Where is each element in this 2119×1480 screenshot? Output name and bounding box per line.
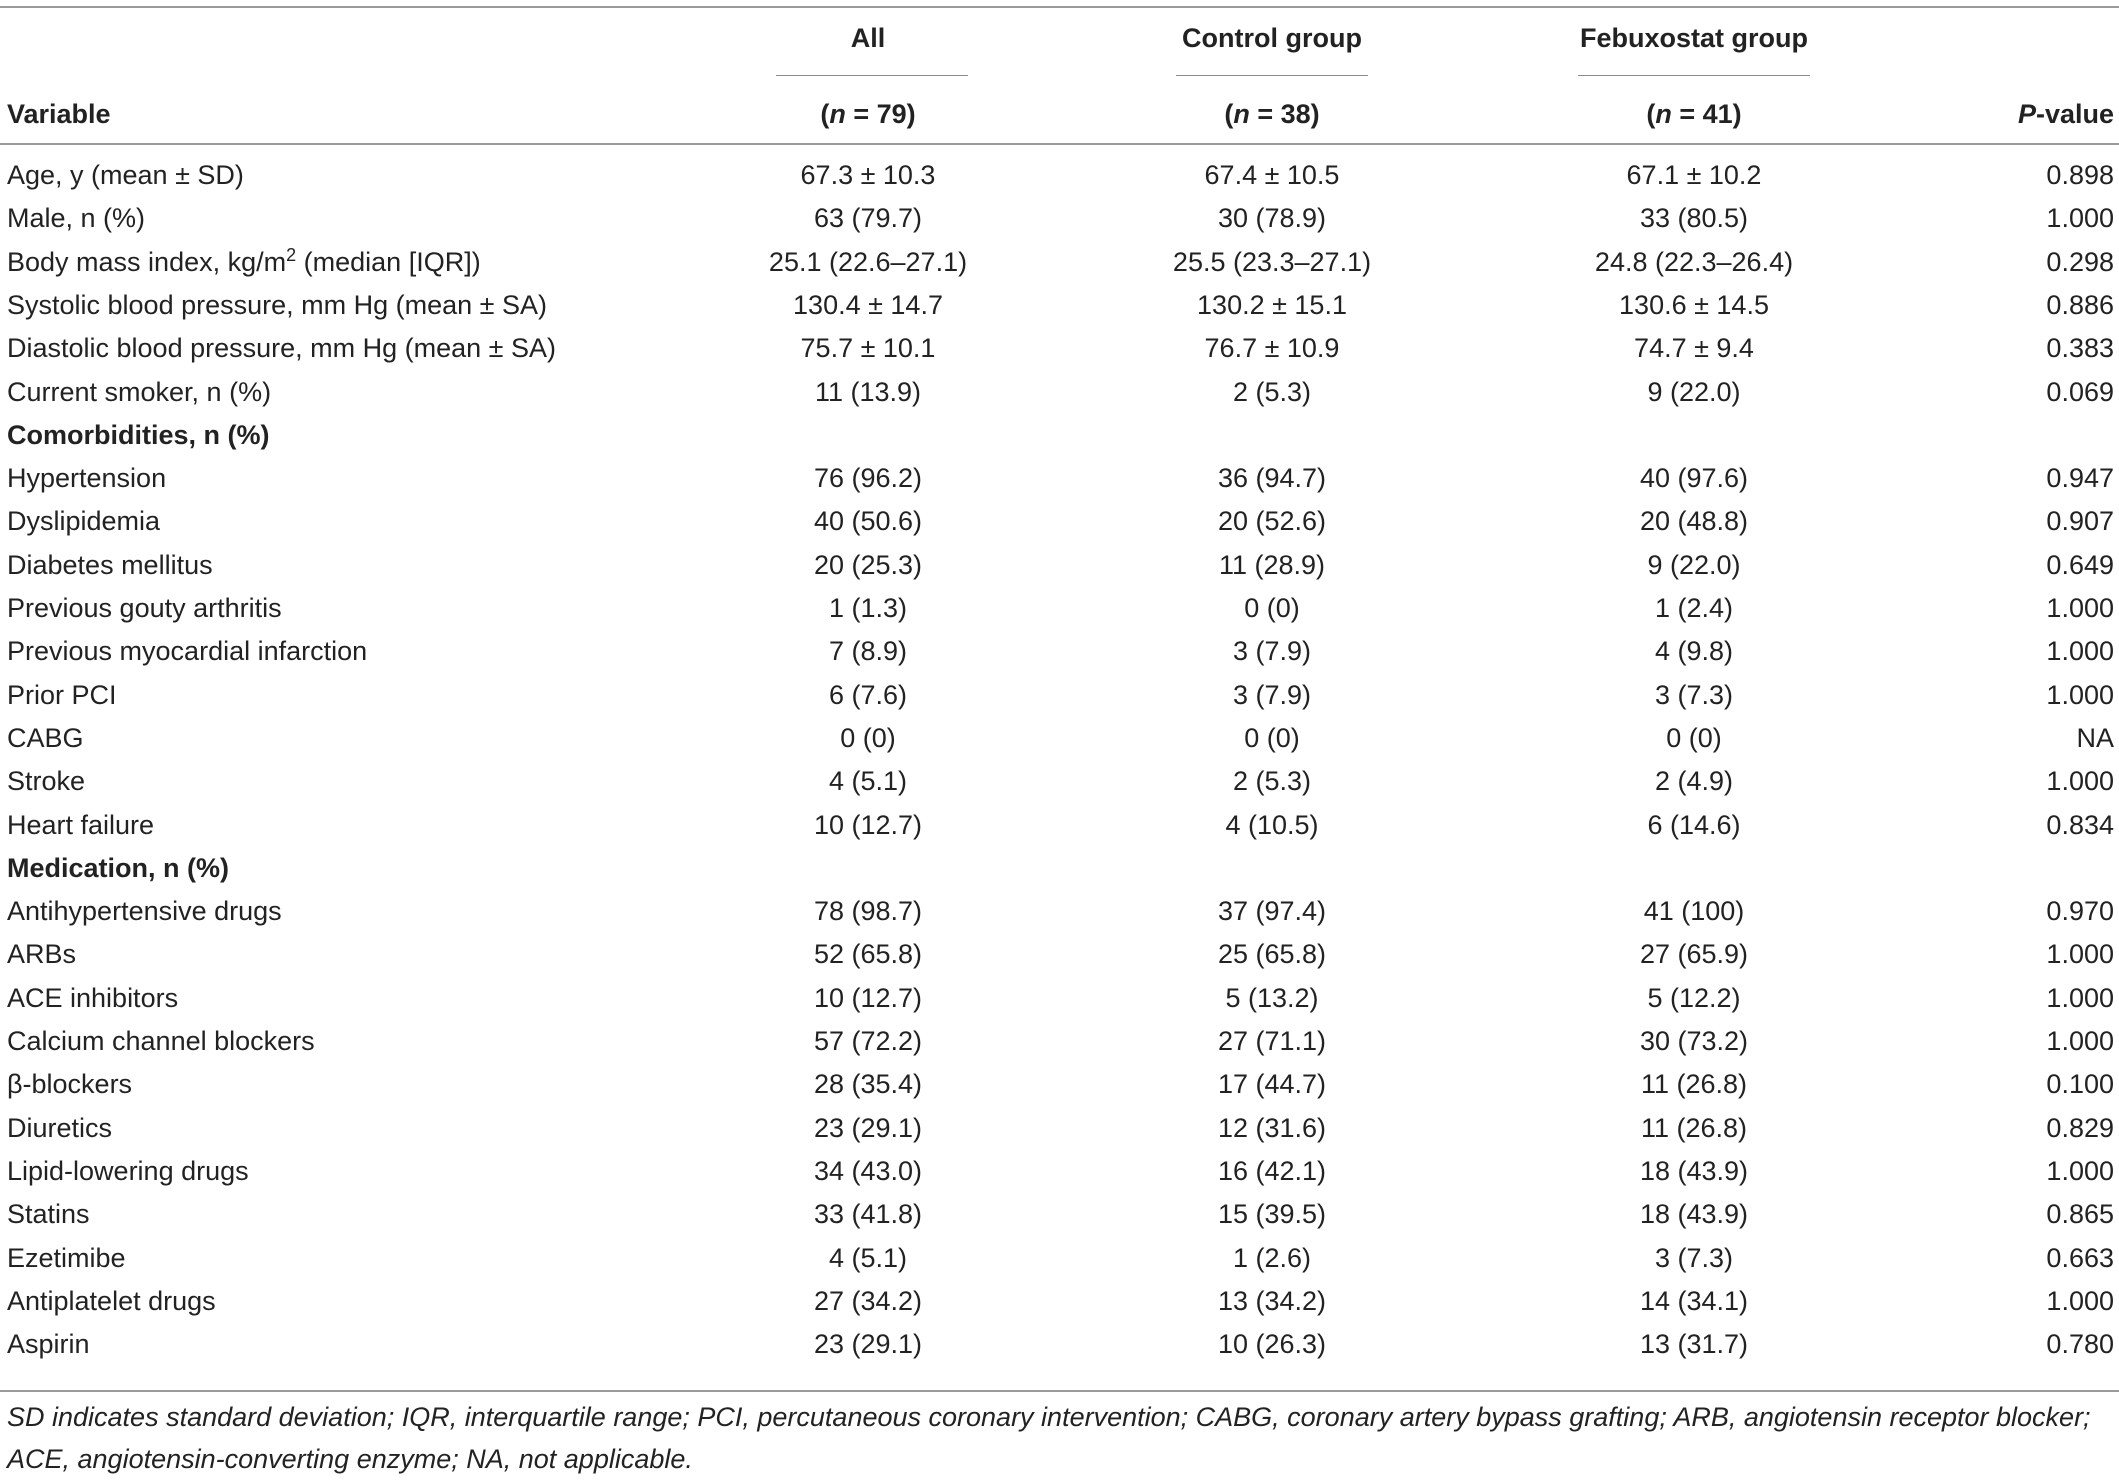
table-row	[0, 673, 2119, 717]
variable-cell: Prior PCI	[7, 679, 117, 710]
febuxostat-cell: 18 (43.9)	[1639, 1199, 1749, 1230]
control-cell: 3 (7.9)	[1232, 636, 1312, 667]
all-cell: 78 (98.7)	[813, 896, 923, 927]
febuxostat-cell: 5 (12.2)	[1647, 982, 1741, 1013]
table-row	[0, 629, 2119, 673]
all-cell: 20 (25.3)	[813, 549, 923, 580]
all-cell: 76 (96.2)	[813, 463, 923, 494]
febuxostat-cell: 11 (26.8)	[1640, 1112, 1748, 1143]
all-cell: 25.1 (22.6–27.1)	[768, 246, 968, 277]
variable-cell: Hypertension	[7, 463, 167, 494]
variable-cell: Body mass index, $kg/m^2$ (median [IQR])	[7, 244, 481, 277]
variable-cell: Diastolic blood pressure, mm Hg (mean ± SA)	[7, 333, 557, 364]
febuxostat-cell: 9 (22.0)	[1647, 376, 1741, 407]
table-row	[0, 240, 2119, 284]
control-cell: 11 (28.9)	[1218, 549, 1326, 580]
variable-cell: Calcium channel blockers	[7, 1026, 315, 1056]
table-row	[0, 499, 2119, 543]
table-row	[0, 543, 2119, 587]
all-cell: 4 (5.1)	[828, 1242, 908, 1273]
control-cell: 25.5 (23.3–27.1)	[1172, 246, 1372, 277]
pvalue-cell: 0.780	[2046, 1329, 2114, 1360]
table-row	[0, 1279, 2119, 1323]
febuxostat-cell: 40 (97.6)	[1639, 463, 1749, 494]
pvalue-cell: NA	[2076, 722, 2114, 753]
control-cell: 67.4 ± 10.5	[1204, 160, 1340, 190]
all-cell: 27 (34.2)	[813, 1285, 923, 1316]
variable-cell: Previous myocardial infarction	[7, 636, 368, 667]
pvalue-cell: 0.298	[2046, 246, 2114, 277]
table-row	[0, 283, 2119, 327]
pvalue-cell: 0.383	[2046, 333, 2114, 364]
variable-cell: Lipid-lowering drugs	[7, 1155, 249, 1186]
pvalue-cell: 1.000	[2046, 766, 2114, 797]
table-row	[0, 889, 2119, 933]
pvalue-cell: 1.000	[2046, 679, 2114, 710]
all-cell: 40 (50.6)	[813, 506, 923, 537]
table-bottom-rule	[0, 1390, 2119, 1392]
control-cell: 3 (7.9)	[1232, 679, 1312, 710]
febuxostat-cell: 67.1 ± 10.2	[1626, 160, 1762, 190]
pvalue-cell: 0.970	[2046, 896, 2114, 927]
all-cell: 23 (29.1)	[813, 1329, 923, 1360]
section-header-row	[0, 413, 2119, 457]
febuxostat-cell: 2 (4.9)	[1654, 766, 1734, 797]
pvalue-cell: 0.649	[2046, 549, 2114, 580]
control-cell: 12 (31.6)	[1217, 1112, 1327, 1143]
variable-cell: Male, n (%)	[7, 203, 146, 234]
table-row	[0, 932, 2119, 976]
control-cell: 13 (34.2)	[1217, 1285, 1327, 1316]
pvalue-cell: 0.907	[2046, 506, 2114, 537]
all-cell: 52 (65.8)	[813, 939, 923, 970]
col-header-all: All	[850, 23, 886, 53]
febuxostat-cell: 18 (43.9)	[1639, 1155, 1749, 1186]
variable-cell: Antiplatelet drugs	[7, 1285, 216, 1316]
febuxostat-cell: 6 (14.6)	[1647, 809, 1741, 840]
febuxostat-cell: 9 (22.0)	[1647, 549, 1741, 580]
control-cell: 4 (10.5)	[1225, 809, 1319, 840]
all-cell: 130.4 ± 14.7	[793, 289, 943, 320]
variable-cell: Systolic blood pressure, mm Hg (mean ± SA)	[7, 289, 547, 320]
variable-cell: Age, y (mean ± SD)	[7, 160, 244, 190]
table-row	[0, 976, 2119, 1020]
febuxostat-cell: 14 (34.1)	[1639, 1285, 1749, 1316]
pvalue-cell: 1.000	[2046, 982, 2114, 1013]
table-row	[0, 1019, 2119, 1063]
all-cell: 57 (72.2)	[813, 1026, 923, 1056]
pvalue-cell: 1.000	[2046, 636, 2114, 667]
col-header-febuxostat: Febuxostat group	[1580, 23, 1808, 53]
variable-cell: Dyslipidemia	[7, 506, 161, 537]
all-cell: 4 (5.1)	[828, 766, 908, 797]
control-cell: 20 (52.6)	[1217, 506, 1327, 537]
table-row	[0, 456, 2119, 500]
control-cell: 0 (0)	[1244, 593, 1300, 623]
febuxostat-cell: 41 (100)	[1643, 896, 1745, 927]
all-cell: 75.7 ± 10.1	[800, 333, 936, 364]
table-footnote: SD indicates standard deviation; IQR, interquartile range; PCI, percutaneous coronary intervention; CABG, coronary artery bypass grafting; ARB, angiotensin receptor blocker; ACE, angiotensin-converting enzyme; NA, not applicable.	[7, 1402, 2091, 1474]
febuxostat-cell: 33 (80.5)	[1639, 203, 1749, 234]
section-label: Comorbidities, n (%)	[7, 419, 270, 450]
febuxostat-cell: 0 (0)	[1666, 722, 1722, 753]
febuxostat-cell: 13 (31.7)	[1639, 1329, 1749, 1360]
variable-cell: Statins	[7, 1199, 90, 1230]
pvalue-cell: 1.000	[2046, 203, 2114, 234]
all-cell: 11 (13.9)	[814, 376, 922, 407]
pvalue-cell: 0.898	[2046, 160, 2114, 190]
control-cell: 2 (5.3)	[1232, 376, 1312, 407]
control-cell: 2 (5.3)	[1232, 766, 1312, 797]
control-cell: 5 (13.2)	[1225, 982, 1319, 1013]
col-header-febuxostat-n: (n = 41)	[1646, 99, 1742, 129]
control-cell: 27 (71.1)	[1217, 1026, 1327, 1056]
pvalue-cell: 0.834	[2046, 809, 2114, 840]
table-row	[0, 1106, 2119, 1150]
variable-cell: ARBs	[7, 939, 77, 970]
table-row	[0, 1192, 2119, 1236]
all-cell: 1 (1.3)	[828, 593, 908, 623]
variable-cell: Stroke	[7, 766, 86, 797]
variable-cell: Aspirin	[7, 1329, 90, 1360]
control-cell: 76.7 ± 10.9	[1204, 333, 1340, 364]
pvalue-cell: 0.865	[2046, 1199, 2114, 1230]
febuxostat-cell: 24.8 (22.3–26.4)	[1594, 246, 1794, 277]
table-row	[0, 153, 2119, 197]
variable-cell: β-blockers	[7, 1069, 133, 1100]
control-cell: 36 (94.7)	[1217, 463, 1327, 494]
control-cell: 1 (2.6)	[1232, 1242, 1312, 1273]
table-row	[0, 326, 2119, 370]
pvalue-cell: 0.886	[2046, 289, 2114, 320]
all-cell: 7 (8.9)	[828, 636, 908, 667]
pvalue-cell: 0.663	[2046, 1242, 2114, 1273]
all-cell: 10 (12.7)	[813, 809, 923, 840]
col-header-control-n: (n = 38)	[1224, 99, 1320, 129]
col-header-febuxostat-underline	[1578, 75, 1810, 76]
all-cell: 63 (79.7)	[813, 203, 923, 234]
febuxostat-cell: 27 (65.9)	[1639, 939, 1749, 970]
variable-cell: Diuretics	[7, 1112, 113, 1143]
febuxostat-cell: 1 (2.4)	[1654, 593, 1734, 623]
section-label: Medication, n (%)	[7, 852, 229, 883]
all-cell: 28 (35.4)	[813, 1069, 923, 1100]
all-cell: 10 (12.7)	[813, 982, 923, 1013]
pvalue-cell: 1.000	[2046, 1285, 2114, 1316]
control-cell: 25 (65.8)	[1217, 939, 1327, 970]
control-cell: 30 (78.9)	[1217, 203, 1327, 234]
col-header-variable: Variable	[7, 99, 111, 129]
all-cell: 6 (7.6)	[828, 679, 908, 710]
pvalue-cell: 0.069	[2046, 376, 2114, 407]
col-header-all-underline	[776, 75, 968, 76]
table-top-rule	[0, 6, 2119, 8]
col-header-control-underline	[1176, 75, 1368, 76]
pvalue-cell: 1.000	[2046, 1155, 2114, 1186]
variable-cell: Previous gouty arthritis	[7, 593, 282, 623]
control-cell: 130.2 ± 15.1	[1197, 289, 1347, 320]
table-row	[0, 1062, 2119, 1106]
all-cell: 23 (29.1)	[813, 1112, 923, 1143]
variable-cell: Heart failure	[7, 809, 155, 840]
col-header-pvalue: P-value	[2017, 99, 2114, 129]
febuxostat-cell: 20 (48.8)	[1639, 506, 1749, 537]
control-cell: 37 (97.4)	[1217, 896, 1327, 927]
table-row	[0, 1322, 2119, 1366]
pvalue-cell: 1.000	[2046, 593, 2114, 623]
all-cell: 0 (0)	[840, 722, 896, 753]
febuxostat-cell: 74.7 ± 9.4	[1634, 333, 1754, 364]
control-cell: 15 (39.5)	[1217, 1199, 1327, 1230]
table-row	[0, 1236, 2119, 1280]
table-row	[0, 370, 2119, 414]
febuxostat-cell: 30 (73.2)	[1639, 1026, 1749, 1056]
variable-cell: Ezetimibe	[7, 1242, 126, 1273]
variable-cell: Antihypertensive drugs	[7, 896, 282, 927]
pvalue-cell: 0.829	[2046, 1112, 2114, 1143]
pvalue-cell: 1.000	[2046, 939, 2114, 970]
variable-cell: Current smoker, n (%)	[7, 376, 272, 407]
all-cell: 34 (43.0)	[813, 1155, 923, 1186]
febuxostat-cell: 3 (7.3)	[1654, 1242, 1734, 1273]
all-cell: 67.3 ± 10.3	[800, 160, 936, 190]
table-row	[0, 759, 2119, 803]
variable-cell: ACE inhibitors	[7, 982, 179, 1013]
febuxostat-cell: 11 (26.8)	[1640, 1069, 1748, 1100]
pvalue-cell: 0.947	[2046, 463, 2114, 494]
control-cell: 10 (26.3)	[1217, 1329, 1327, 1360]
pvalue-cell: 0.100	[2046, 1069, 2114, 1100]
variable-cell: CABG	[7, 722, 84, 753]
control-cell: 17 (44.7)	[1217, 1069, 1327, 1100]
all-cell: 33 (41.8)	[813, 1199, 923, 1230]
col-header-control: Control group	[1182, 23, 1362, 53]
table-row	[0, 716, 2119, 760]
table-row	[0, 1149, 2119, 1193]
variable-cell: Diabetes mellitus	[7, 549, 213, 580]
febuxostat-cell: 130.6 ± 14.5	[1619, 289, 1769, 320]
control-cell: 0 (0)	[1244, 722, 1300, 753]
pvalue-cell: 1.000	[2046, 1026, 2114, 1056]
febuxostat-cell: 4 (9.8)	[1654, 636, 1734, 667]
febuxostat-cell: 3 (7.3)	[1654, 679, 1734, 710]
header-bottom-rule	[0, 143, 2119, 145]
table-row	[0, 196, 2119, 240]
table-row	[0, 586, 2119, 630]
col-header-all-n: (n = 79)	[820, 99, 916, 129]
section-header-row	[0, 846, 2119, 890]
table-row	[0, 803, 2119, 847]
control-cell: 16 (42.1)	[1217, 1155, 1327, 1186]
